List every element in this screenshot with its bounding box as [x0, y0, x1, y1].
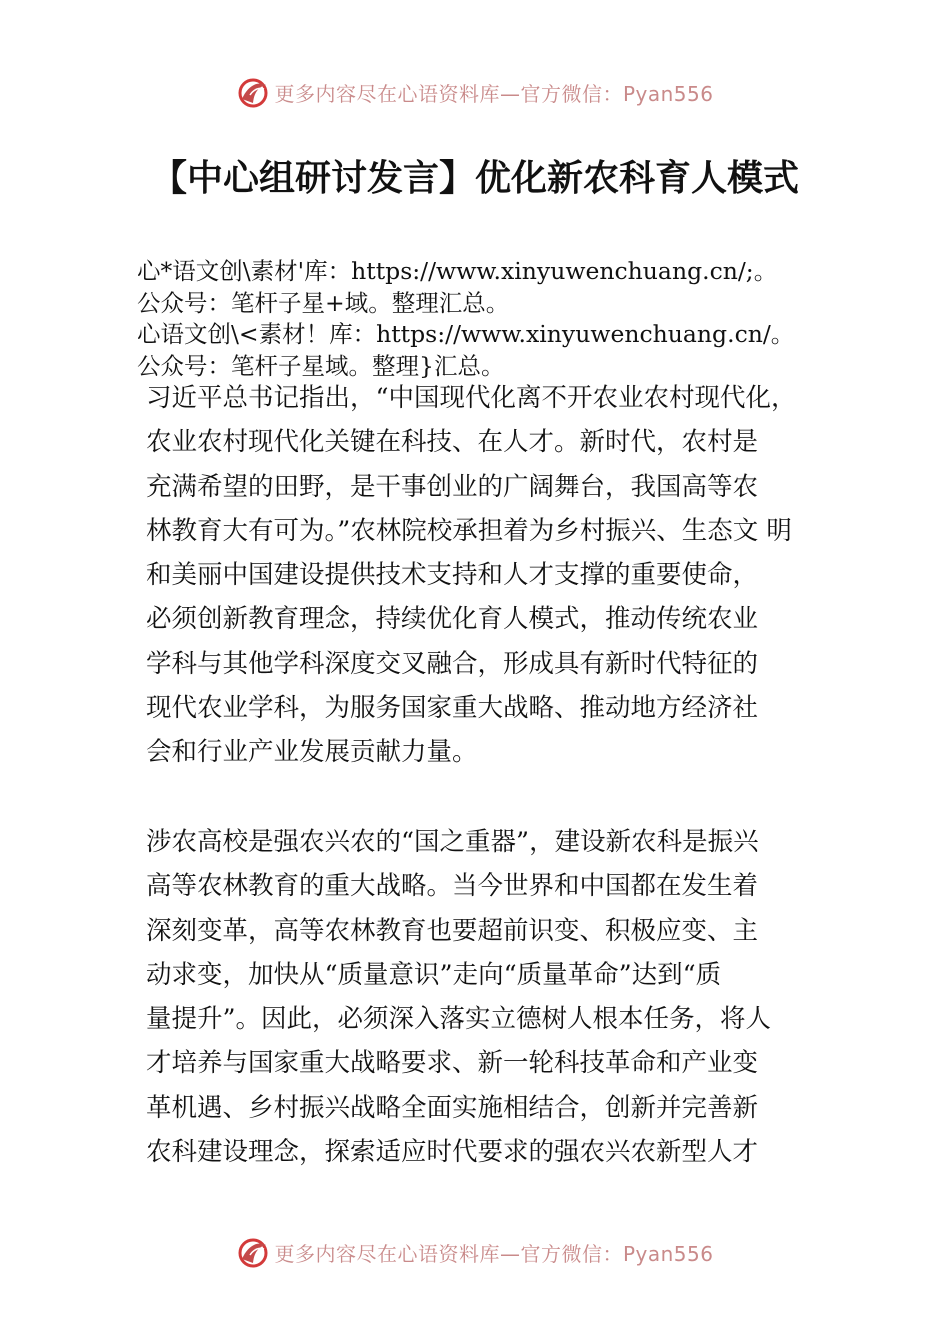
paragraph-line: 必须创新教育理念，持续优化育人模式，推动传统农业	[146, 604, 759, 635]
flame-swirl-logo-icon	[236, 1235, 270, 1269]
paragraph-line: 革机遇、乡村振兴战略全面实施相结合，创新并完善新	[146, 1092, 759, 1123]
paragraph-line: 现代农业学科，为服务国家重大战略、推动地方经济社	[146, 693, 759, 724]
paragraph-line: 学科与其他学科深度交叉融合，形成具有新时代特征的	[146, 648, 759, 679]
paragraph-line: 充满希望的田野，是干事创业的广阔舞台，我国高等农	[146, 471, 759, 502]
source-line: 心语文创\<素材！库：https://www.xinyuwenchuang.cn/。	[137, 320, 795, 348]
source-line: 公众号：笔杆子星域。整理}汇总。	[137, 351, 505, 380]
source-line: 心*语文创\素材'库：https://www.xinyuwenchuang.cn/;。	[137, 257, 778, 285]
banner-text: 更多内容尽在心语资料库—官方微信：Pyan556	[274, 1241, 714, 1266]
flame-swirl-logo-icon	[236, 75, 270, 109]
document-title: 【中心组研讨发言】优化新农科育人模式	[150, 158, 799, 199]
paragraph-line: 林教育大有可为。”农林院校承担着为乡村振兴、生态文 明	[146, 515, 792, 546]
footer-banner	[0, 1232, 950, 1272]
paragraph-line: 高等农林教育的重大战略。当今世界和中国都在发生着	[146, 871, 759, 902]
paragraph-1	[146, 376, 846, 775]
paragraph-line: 农科建设理念，探索适应时代要求的强农兴农新型人才	[146, 1137, 759, 1168]
paragraph-2	[146, 820, 846, 1174]
source-notes	[137, 256, 927, 382]
source-line: 公众号：笔杆子星+域。整理汇总。	[137, 288, 510, 317]
paragraph-line: 量提升”。因此，必须深入落实立德树人根本任务，将人	[146, 1004, 772, 1035]
paragraph-line: 会和行业产业发展贡献力量。	[146, 737, 478, 768]
paragraph-line: 动求变，加快从“质量意识”走向“质量革命”达到“质	[146, 959, 722, 990]
banner-text: 更多内容尽在心语资料库—官方微信：Pyan556	[274, 81, 714, 106]
paragraph-line: 才培养与国家重大战略要求、新一轮科技革命和产业变	[146, 1048, 759, 1079]
paragraph-line: 涉农高校是强农兴农的“国之重器”，建设新农科是振兴	[146, 827, 759, 857]
paragraph-line: 和美丽中国建设提供技术支持和人才支撑的重要使命，	[146, 560, 759, 591]
paragraph-line: 习近平总书记指出，“中国现代化离不开农业农村现代化，	[146, 383, 797, 413]
header-banner	[0, 72, 950, 112]
paragraph-line: 农业农村现代化关键在科技、在人才。新时代，农村是	[146, 427, 759, 458]
paragraph-line: 深刻变革，高等农林教育也要超前识变、积极应变、主	[146, 915, 759, 946]
